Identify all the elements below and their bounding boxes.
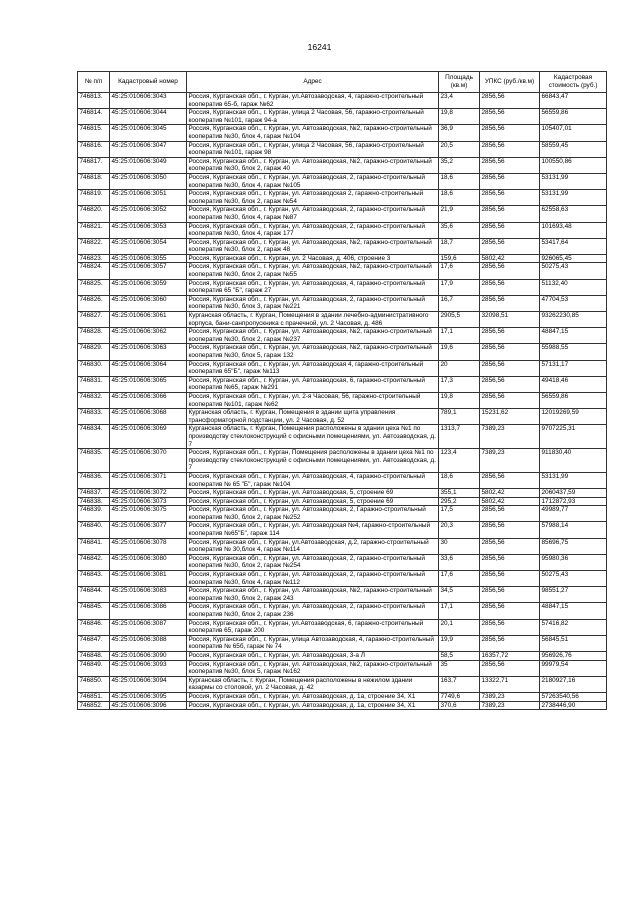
cell-cost: 56559,86 [540,392,607,408]
cell-area: 18,6 [439,173,480,189]
cell-cost: 105407,01 [540,125,607,141]
cell-cadastral: 45:25:010606:3057 [110,263,187,279]
cell-area: 21,9 [439,206,480,222]
cell-upks: 2856,56 [480,344,540,360]
cell-cost: 98551,27 [540,587,607,603]
cell-address: Россия, Курганская обл., г. Курган, ул. Автозаводская 2, гаражно-строительный кооператив №30, блок 2, гараж №54 [187,190,439,206]
table-row [78,489,607,498]
cell-upks: 5802,42 [480,489,540,498]
cell-upks: 2856,56 [480,571,540,587]
cell-address: Курганская область, г. Курган, Помещения в здании щита управления трансформаторной подстанции, ул. 2 Часовая, д. 52 [187,409,439,425]
cell-num: 746844. [78,587,110,603]
table-body [78,93,607,710]
cell-cadastral: 45:25:010606:3052 [110,206,187,222]
cell-upks: 2856,56 [480,619,540,635]
cell-cadastral: 45:25:010606:3059 [110,279,187,295]
cell-num: 746840. [78,522,110,538]
cell-cadastral: 45:25:010606:3062 [110,328,187,344]
cell-upks: 5802,42 [480,254,540,263]
cell-area: 58,5 [439,651,480,660]
cell-area: 34,5 [439,587,480,603]
cell-address: Россия, Курганская обл., г. Курган, ул. Автозаводская, 2, гаражно-строительный кооператив №30, блок 4, гараж №87 [187,206,439,222]
cell-num: 746819. [78,190,110,206]
cell-num: 746818. [78,173,110,189]
table-row [78,295,607,311]
cell-cadastral: 45:25:010606:3069 [110,425,187,449]
table-row [78,554,607,570]
cell-area: 30 [439,538,480,554]
cell-cadastral: 45:25:010606:3081 [110,571,187,587]
cell-num: 746834. [78,425,110,449]
cell-area: 123,4 [439,449,480,473]
cell-cost: 57263540,56 [540,692,607,701]
cell-upks: 2856,56 [480,506,540,522]
cell-upks: 2856,56 [480,554,540,570]
cell-cost: 48847,15 [540,603,607,619]
cell-area: 16,7 [439,295,480,311]
cell-num: 746825. [78,279,110,295]
cell-cadastral: 45:25:010606:3090 [110,651,187,660]
cell-upks: 2856,56 [480,522,540,538]
cell-upks: 2856,56 [480,360,540,376]
cell-address: Россия, Курганская обл., г. Курган, ул. Автозаводская, №2, гаражно-строительный кооператив №30, блок 2, гараж 40 [187,157,439,173]
cell-upks: 2856,56 [480,173,540,189]
cell-cadastral: 45:25:010606:3077 [110,522,187,538]
cell-address: Россия, Курганская обл., г. Курган, ул. 2-я Часовая, 56, гаражно-строительный кооператив №101, гараж №62 [187,392,439,408]
table-row [78,701,607,710]
table-row [78,425,607,449]
header-cadastral: Кадастровый номер [110,72,187,93]
cell-cost: 2180927,16 [540,676,607,692]
cell-area: 17,6 [439,571,480,587]
cell-address: Россия, Курганская обл., г. Курган, ул. Автозаводская, 2, гаражно-строительный кооператив №30, блок 2, гараж №254 [187,554,439,570]
cell-area: 19,8 [439,109,480,125]
cell-cadastral: 45:25:010606:3096 [110,701,187,710]
cell-num: 746852. [78,701,110,710]
cell-num: 746845. [78,603,110,619]
cell-area: 20,3 [439,522,480,538]
cell-address: Россия, Курганская обл., г. Курган, улица Автозаводская, 4, гаражно-строительный кооператив № 65б, гараж № 74 [187,635,439,651]
cell-area: 17,1 [439,603,480,619]
cell-upks: 2856,56 [480,263,540,279]
cell-cost: 85696,75 [540,538,607,554]
cell-upks: 2856,56 [480,279,540,295]
cell-upks: 2856,56 [480,660,540,676]
cell-address: Россия, Курганская обл., г. Курган, ул. Автозаводская, 2, Гаражно-строительный кооператив №30, блок 2, гараж №252 [187,506,439,522]
cell-area: 17,6 [439,263,480,279]
header-num: № п/п [78,72,110,93]
cell-cadastral: 45:25:010606:3065 [110,376,187,392]
cell-num: 746826. [78,295,110,311]
table-row [78,409,607,425]
cell-cost: 926065,45 [540,254,607,263]
cell-cadastral: 45:25:010606:3064 [110,360,187,376]
cell-area: 1313,7 [439,425,480,449]
cell-num: 746849. [78,660,110,676]
cell-area: 17,5 [439,506,480,522]
cell-upks: 2856,56 [480,238,540,254]
cell-upks: 2856,56 [480,635,540,651]
cell-area: 789,1 [439,409,480,425]
cell-address: Курганская область, г. Курган, Помещения расположены в здании цеха №1 по производству стеклоконструкций с офисными помещениями, ул. Автозаводская, д. 7 [187,425,439,449]
cell-address: Россия, Курганская обл., г. Курган, Помещения расположены в здании цеха №1 по производству стеклоконструкций с офисными помещениями, ул. Автозаводская, д. 7 [187,449,439,473]
cell-num: 746830. [78,360,110,376]
table-row [78,125,607,141]
cell-address: Россия, Курганская обл., г. Курган, ул. Автозаводская, 3-а Л [187,651,439,660]
cell-num: 746836. [78,472,110,488]
cell-address: Курганская область, г. Курган, Помещения расположены в нежилом здании казармы со столовой, ул. 2 Часовая, д. 42 [187,676,439,692]
cell-address: Россия, Курганская обл., г. Курган, ул. Автозаводская, №2, гаражно-строительный кооператив №30, блок 2, гараж №55 [187,263,439,279]
cell-cost: 56845,51 [540,635,607,651]
cell-cost: 50275,43 [540,263,607,279]
cell-address: Россия, Курганская обл., г. Курган, ул. Автозаводская, 2, гаражно-строительный кооператив №30, блок 3, гараж №221 [187,295,439,311]
cell-area: 35,6 [439,222,480,238]
cell-cadastral: 45:25:010606:3087 [110,619,187,635]
cell-upks: 5802,42 [480,497,540,506]
cell-num: 746829. [78,344,110,360]
table-row [78,660,607,676]
cell-address: Россия, Курганская обл., г. Курган, улица 2 Часовая, 56, гаражно-строительный кооператив №101, гараж 98 [187,141,439,157]
table-row [78,619,607,635]
cell-upks: 13322,71 [480,676,540,692]
cell-upks: 2856,56 [480,141,540,157]
table-row [78,328,607,344]
cell-num: 746831. [78,376,110,392]
cell-address: Россия, Курганская обл., г. Курган, ул. Автозаводская, 5, строение 69 [187,489,439,498]
cell-cadastral: 45:25:010606:3094 [110,676,187,692]
cell-num: 746814. [78,109,110,125]
cell-cost: 57988,14 [540,522,607,538]
cell-cadastral: 45:25:010606:3060 [110,295,187,311]
cell-cost: 1712872,93 [540,497,607,506]
cell-cost: 12019269,59 [540,409,607,425]
cell-area: 163,7 [439,676,480,692]
cell-num: 746841. [78,538,110,554]
cell-cost: 99979,54 [540,660,607,676]
cell-area: 20 [439,360,480,376]
cell-cost: 48847,15 [540,328,607,344]
cell-num: 746823. [78,254,110,263]
cell-cadastral: 45:25:010606:3086 [110,603,187,619]
cell-area: 17,9 [439,279,480,295]
cell-address: Курганская область, г. Курган, Помещения в здании лечебно-административного корпуса, бани-санпропускника с прачечной, ул. 2 Часовая, д. 486 [187,312,439,328]
cell-num: 746835. [78,449,110,473]
table-row [78,360,607,376]
cell-area: 17,1 [439,328,480,344]
header-cost: Кадастровая стоимость (руб.) [540,72,607,93]
header-area: Площадь (кв.м) [439,72,480,93]
table-row [78,157,607,173]
cell-area: 18,7 [439,238,480,254]
table-row [78,344,607,360]
cell-area: 23,4 [439,93,480,109]
cell-area: 20,1 [439,619,480,635]
cell-cost: 57131,17 [540,360,607,376]
cell-cost: 9707225,31 [540,425,607,449]
table-row [78,587,607,603]
cell-area: 35,2 [439,157,480,173]
table-row [78,603,607,619]
cell-area: 19,8 [439,392,480,408]
table-row [78,635,607,651]
cell-address: Россия, Курганская обл., г. Курган, ул. Автозаводская, 2, гаражно-строительный кооператив №30, блок 2, гараж 236 [187,603,439,619]
cell-num: 746832. [78,392,110,408]
cell-address: Россия, Курганская обл., г. Курган, ул. Автозаводская, 4, гаражно-строительный кооператив 65 "Б", гараж 27 [187,279,439,295]
table-row [78,190,607,206]
table-header-row [78,72,607,93]
table-row [78,376,607,392]
cell-cost: 51132,40 [540,279,607,295]
cell-upks: 2856,56 [480,109,540,125]
cell-address: Россия, Курганская обл., г. Курган, ул.Автозаводская, д.2, гаражно-строительный кооператив № 30,блок 4, гараж №114 [187,538,439,554]
header-address: Адрес [187,72,439,93]
cell-cadastral: 45:25:010606:3078 [110,538,187,554]
cell-cost: 47704,53 [540,295,607,311]
cell-area: 33,6 [439,554,480,570]
cell-cadastral: 45:25:010606:3083 [110,587,187,603]
cell-cadastral: 45:25:010606:3051 [110,190,187,206]
cell-cost: 911830,40 [540,449,607,473]
cell-address: Россия, Курганская обл., г. Курган, улица 2 Часовая, 56, гаражно-строительный кооператив №101, гараж 94-а [187,109,439,125]
cell-area: 355,1 [439,489,480,498]
table-row [78,206,607,222]
cell-cadastral: 45:25:010606:3063 [110,344,187,360]
table-row [78,676,607,692]
table-row [78,93,607,109]
table-row [78,238,607,254]
cell-cost: 66843,47 [540,93,607,109]
cell-address: Россия, Курганская обл., г. Курган, ул. Автозаводская, 4, гаражно-строительный кооператив № 65 "Б", гараж №104 [187,472,439,488]
cell-cadastral: 45:25:010606:3050 [110,173,187,189]
cell-cost: 57416,82 [540,619,607,635]
cell-address: Россия, Курганская обл., г. Курган, ул. Автозаводская, 5, строение 69 [187,497,439,506]
table-row [78,109,607,125]
cell-address: Россия, Курганская обл., г. Курган, ул. Автозаводская №4, гаражно-строительный кооператив №65"Б", гараж 114 [187,522,439,538]
cell-cadastral: 45:25:010606:3049 [110,157,187,173]
cell-num: 746842. [78,554,110,570]
cell-num: 746839. [78,506,110,522]
cell-cadastral: 45:25:010606:3044 [110,109,187,125]
table-row [78,222,607,238]
table-row [78,506,607,522]
cell-cost: 2060437,59 [540,489,607,498]
table-row [78,312,607,328]
cell-cost: 49418,46 [540,376,607,392]
cell-cost: 55988,55 [540,344,607,360]
cell-area: 2905,5 [439,312,480,328]
cell-cadastral: 45:25:010606:3093 [110,660,187,676]
cell-cadastral: 45:25:010606:3055 [110,254,187,263]
cell-cost: 56559,86 [540,109,607,125]
cell-address: Россия, Курганская обл., г. Курган, ул. Автозаводская, №2, гаражно-строительный кооператив №30, блок 2, гараж 48 [187,238,439,254]
cell-num: 746816. [78,141,110,157]
cell-num: 746824. [78,263,110,279]
cell-cost: 58559,45 [540,141,607,157]
cell-address: Россия, Курганская обл., г. Курган, ул. Автозаводская, №2, гаражно-строительный кооператив №30, блок 5, гараж 132 [187,344,439,360]
cell-upks: 32098,51 [480,312,540,328]
header-upks: УПКС (руб./кв.м) [480,72,540,93]
cell-area: 36,9 [439,125,480,141]
cell-address: Россия, Курганская обл., г. Курган, ул.Автозаводская, 6, гаражно-строительный кооператив 65, гараж 200 [187,619,439,635]
cell-num: 746837. [78,489,110,498]
cell-upks: 7389,23 [480,449,540,473]
table-row [78,263,607,279]
cell-num: 746847. [78,635,110,651]
cell-upks: 15231,62 [480,409,540,425]
cell-area: 18,6 [439,190,480,206]
cell-address: Россия, Курганская обл., г. Курган, ул. Автозаводская, №2, гаражно-строительный кооператив №30, блок 5, гараж №162 [187,660,439,676]
cell-cadastral: 45:25:010606:3071 [110,472,187,488]
cell-cadastral: 45:25:010606:3088 [110,635,187,651]
cell-upks: 2856,56 [480,157,540,173]
cell-upks: 2856,56 [480,603,540,619]
cell-upks: 2856,56 [480,222,540,238]
cell-cadastral: 45:25:010606:3043 [110,93,187,109]
table-row [78,538,607,554]
cell-area: 19,9 [439,635,480,651]
cell-address: Россия, Курганская обл., г. Курган, ул. Автозаводская, 2, гаражно-строительный кооператив №30, блок 4, гараж №112 [187,571,439,587]
cell-num: 746843. [78,571,110,587]
table-row [78,173,607,189]
cell-num: 746838. [78,497,110,506]
cell-cost: 101693,48 [540,222,607,238]
cell-num: 746813. [78,93,110,109]
cell-upks: 2856,56 [480,125,540,141]
cell-cadastral: 45:25:010606:3080 [110,554,187,570]
cell-cost: 50275,43 [540,571,607,587]
table-row [78,392,607,408]
cell-upks: 16357,72 [480,651,540,660]
cell-cost: 53417,64 [540,238,607,254]
cell-upks: 2856,56 [480,93,540,109]
cell-upks: 2856,56 [480,190,540,206]
cell-address: Россия, Курганская обл., г. Курган, ул. Автозаводская, д. 1а, строение 34, Х1 [187,692,439,701]
cell-num: 746821. [78,222,110,238]
cell-cadastral: 45:25:010606:3072 [110,489,187,498]
cell-address: Россия, Курганская обл., г. Курган, ул. 2 Часовая, д. 406, строение 3 [187,254,439,263]
cell-address: Россия, Курганская обл., г. Курган, ул. Автозаводская, №2, гаражно-строительный кооператив №30, блок 2, гараж 243 [187,587,439,603]
cell-upks: 2856,56 [480,472,540,488]
cell-cost: 49989,77 [540,506,607,522]
cell-cadastral: 45:25:010606:3095 [110,692,187,701]
cell-upks: 2856,56 [480,392,540,408]
cell-cadastral: 45:25:010606:3061 [110,312,187,328]
cell-upks: 2856,56 [480,295,540,311]
cell-cost: 53131,99 [540,190,607,206]
cell-area: 295,2 [439,497,480,506]
cell-address: Россия, Курганская обл., г. Курган, ул. Автозаводская 4, гаражно-строительный кооператив 65"Б", гараж №113 [187,360,439,376]
cell-area: 35 [439,660,480,676]
cell-cadastral: 45:25:010606:3075 [110,506,187,522]
cell-area: 7749,6 [439,692,480,701]
cadastral-table [77,71,607,710]
table-row [78,651,607,660]
cell-cadastral: 45:25:010606:3066 [110,392,187,408]
cell-address: Россия, Курганская обл., г. Курган, ул.Автозаводская, 4, гаражно-строительный кооператив 65-б, гараж №62 [187,93,439,109]
table-row [78,692,607,701]
cell-upks: 2856,56 [480,376,540,392]
cell-area: 18,6 [439,472,480,488]
cell-upks: 7389,23 [480,425,540,449]
cell-cost: 95980,36 [540,554,607,570]
cell-num: 746833. [78,409,110,425]
cell-area: 370,6 [439,701,480,710]
cell-num: 746822. [78,238,110,254]
table-row [78,254,607,263]
cell-cadastral: 45:25:010606:3047 [110,141,187,157]
table-row [78,279,607,295]
table-row [78,141,607,157]
cell-num: 746820. [78,206,110,222]
cell-address: Россия, Курганская обл., г. Курган, ул. Автозаводская, 2, гаражно-строительный кооператив №30, блок 4, гараж 177 [187,222,439,238]
cell-cadastral: 45:25:010606:3068 [110,409,187,425]
cell-upks: 2856,56 [480,328,540,344]
cell-upks: 2856,56 [480,587,540,603]
table-row [78,449,607,473]
cell-cadastral: 45:25:010606:3070 [110,449,187,473]
cell-cadastral: 45:25:010606:3045 [110,125,187,141]
cell-cost: 53131,99 [540,173,607,189]
table-row [78,472,607,488]
cell-cost: 93262230,85 [540,312,607,328]
cell-area: 159,6 [439,254,480,263]
cell-address: Россия, Курганская обл., г. Курган, ул. Автозаводская, 6, гаражно-строительный кооператив №65, гараж №291 [187,376,439,392]
cell-num: 746817. [78,157,110,173]
cell-upks: 2856,56 [480,206,540,222]
cell-cost: 62558,63 [540,206,607,222]
cell-num: 746815. [78,125,110,141]
cell-cadastral: 45:25:010606:3073 [110,497,187,506]
cell-cost: 2738446,90 [540,701,607,710]
cell-cost: 53131,99 [540,472,607,488]
cell-cadastral: 45:25:010606:3054 [110,238,187,254]
cell-cadastral: 45:25:010606:3053 [110,222,187,238]
cell-address: Россия, Курганская обл., г. Курган, ул. Автозаводская, 2, гаражно-строительный кооператив №30, блок 4, гараж №105 [187,173,439,189]
table-row [78,571,607,587]
cell-area: 19,6 [439,344,480,360]
table-row [78,522,607,538]
cell-address: Россия, Курганская обл., г. Курган, ул. Автозаводская, №2, гаражно-строительный кооператив №30, блок 2, гараж №237 [187,328,439,344]
cell-num: 746828. [78,328,110,344]
cell-area: 20,5 [439,141,480,157]
cell-num: 746851. [78,692,110,701]
cell-upks: 2856,56 [480,538,540,554]
cell-num: 746848. [78,651,110,660]
cell-address: Россия, Курганская обл., г. Курган, ул. Автозаводская, д. 1а, строение 34, Х1 [187,701,439,710]
page-number: 16241 [307,42,332,52]
cell-cost: 100550,86 [540,157,607,173]
cell-address: Россия, Курганская обл., г. Курган, ул. Автозаводская, №2, гаражно-строительный кооператив №30, блок 4, гараж №104 [187,125,439,141]
cell-upks: 7389,23 [480,692,540,701]
cell-num: 746846. [78,619,110,635]
cell-num: 746827. [78,312,110,328]
cell-area: 17,3 [439,376,480,392]
cell-num: 746850. [78,676,110,692]
table-row [78,497,607,506]
cell-upks: 7389,23 [480,701,540,710]
cell-cost: 956926,76 [540,651,607,660]
